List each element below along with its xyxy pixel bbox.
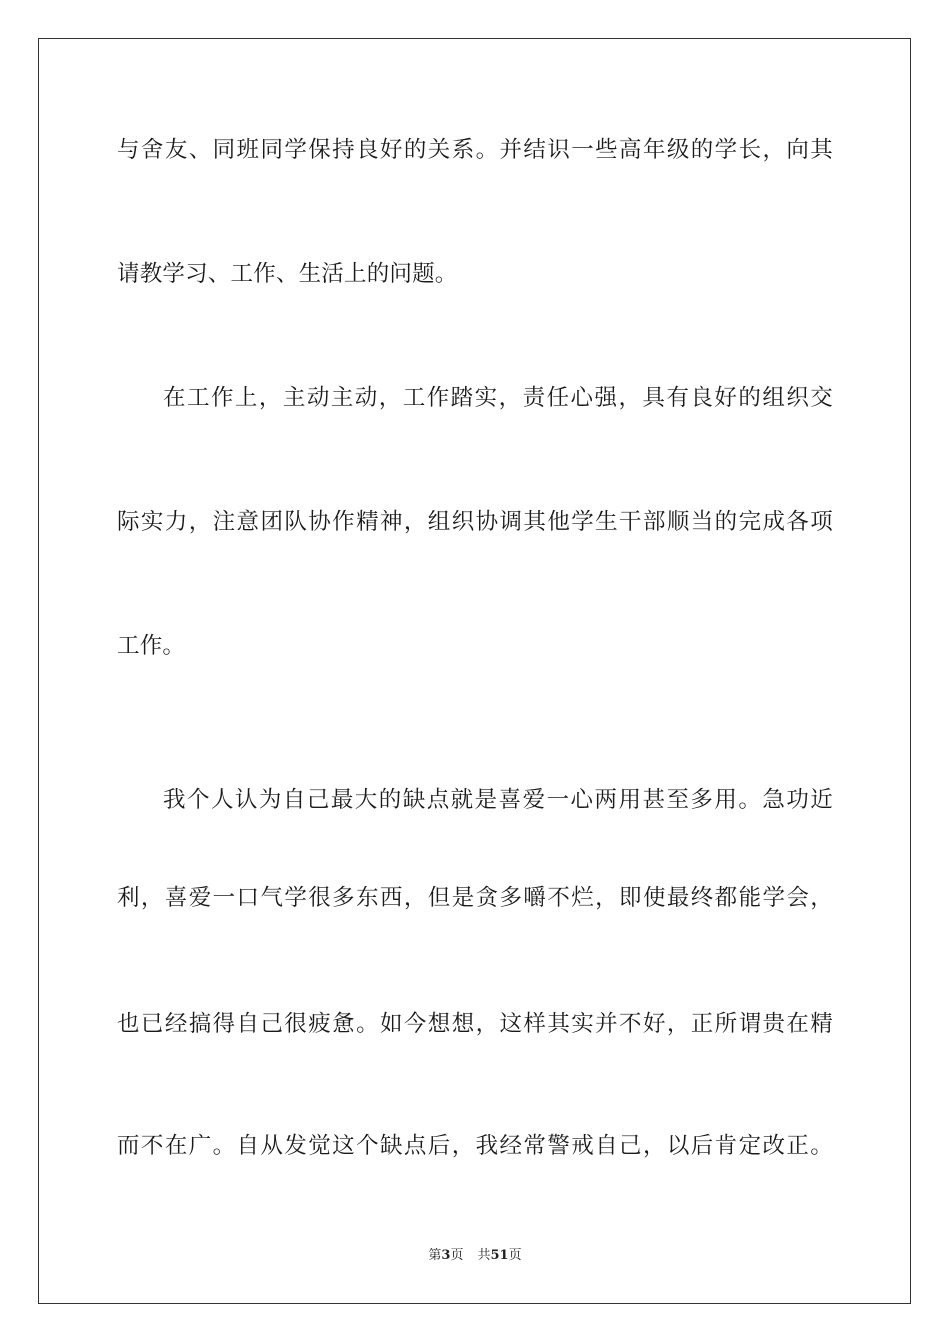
text-line-3: 在工作上，主动主动，工作踏实，责任心强，具有良好的组织交: [163, 385, 833, 411]
text-line-9: 而不在广。自从发觉这个缺点后，我经常警戒自己，以后肯定改正。: [117, 1133, 833, 1159]
total-pages: 51: [490, 1248, 509, 1263]
page-number: 3: [441, 1248, 451, 1263]
text-line-1: 与舍友、同班同学保持良好的关系。并结识一些高年级的学长，向其: [117, 137, 833, 163]
page-suffix: 页: [450, 1248, 464, 1263]
text-line-2: 请教学习、工作、生活上的问题。: [117, 261, 458, 287]
text-line-8: 也已经搞得自己很疲惫。如今想想，这样其实并不好，正所谓贵在精: [117, 1011, 833, 1037]
page-prefix: 第: [428, 1248, 442, 1263]
text-line-6: 我个人认为自己最大的缺点就是喜爱一心两用甚至多用。急功近: [163, 787, 833, 813]
text-line-5: 工作。: [117, 633, 186, 659]
page-frame: [38, 38, 911, 1304]
total-suffix: 页: [508, 1248, 522, 1263]
total-prefix: 共: [477, 1248, 491, 1263]
text-line-7: 利，喜爱一口气学很多东西，但是贪多嚼不烂，即使最终都能学会，: [117, 885, 833, 911]
page-footer: [0, 1247, 950, 1265]
text-line-4: 际实力，注意团队协作精神，组织协调其他学生干部顺当的完成各项: [117, 509, 833, 535]
